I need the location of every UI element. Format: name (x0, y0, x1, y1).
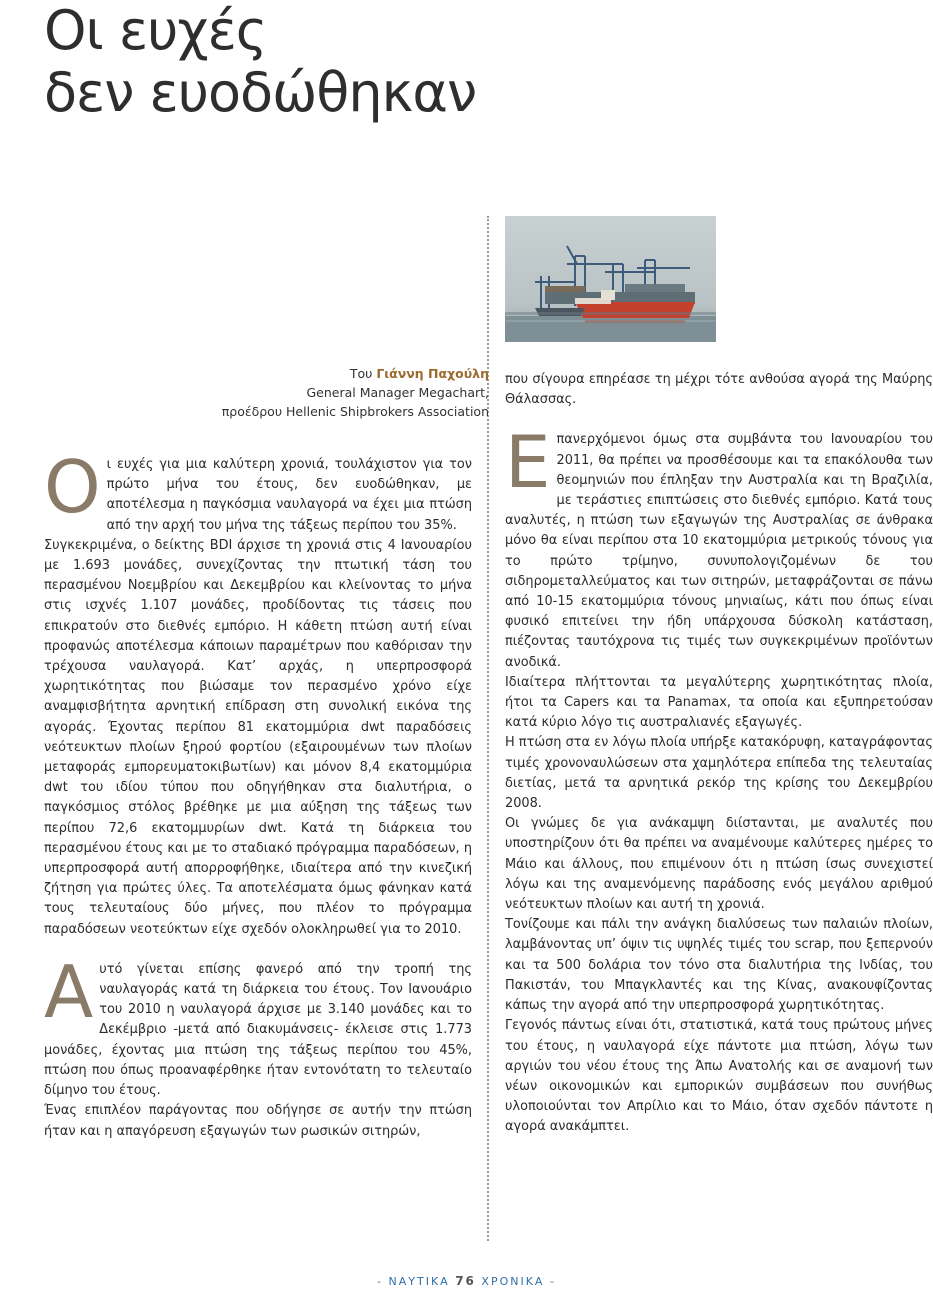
paragraph-text: ι ευχές για μια καλύτερη χρονιά, τουλάχιστον για τον πρώτο μήνα του έτους, δεν ευοδώθηκαν, με αποτέλεσμα η παγκόσμια ναυλαγορά να έχει μια πτώση από την αρχή του μήνα της τάξεως περίπου του 35%. (106, 457, 472, 533)
paragraph-text: υτό γίνεται επίσης φανερό από την τροπή της ναυλαγοράς κατά τη διάρκεια του έτους. Τον Ιανουάριο του 2010 η ναυλαγορά άρχισε με 3.140 μονάδες και το Δεκέμβριο -μετά από διακυμάνσεις- έκλεισε στις 1.773 μονάδες, έχοντας μια πτώση της τάξεως περίπου του 45%, πτώση που όπως προαναφέρθηκε ήταν εντονότατη το τελευταίο δίμηνο του έτους. (44, 961, 472, 1099)
paragraph (44, 445, 472, 536)
paragraph: Γεγονός πάντως είναι ότι, στατιστικά, κατά τους πρώτους μήνες του έτους, η ναυλαγορά είχε πάντοτε μια πτώση, λόγω των αργιών του νέου έτους της Άπω Ανατολής και σε αναμονή των νέων οικονομικών και εμπορικών συμβάσεων που συνήθως υλοποιούνται τον Απρίλιο και το Μάιο, όταν σχεδόν πάντοτε η αγορά ανακάμπτει. (505, 1018, 933, 1135)
container-port-cranes-photo (505, 216, 716, 342)
title-line-1: Οι ευχές (44, 0, 267, 62)
paragraph: Η πτώση στα εν λόγω πλοία υπήρξε κατακόρυφη, καταγράφοντας τιμές χρονοναυλώσεων στα χαμηλότερα επίπεδα της τελευταίας διετίας, μετά τα αρνητικά ρεκόρ της κρίσης του Δεκεμβρίου 2008. (505, 735, 933, 812)
paragraph (44, 949, 472, 1101)
paragraph: Τονίζουμε και πάλι την ανάγκη διαλύσεως των παλαιών πλοίων, λαμβάνοντας υπ’ όψιν τις υψηλές τιμές του scrap, που ξεπερνούν και τα 500 δολάρια τον τόνο στα διαλυτήρια της Ινδίας, του Πακιστάν, του Μπαγκλαντές και της Κίνας, ανακουφίζοντας κάπως την αγορά από την υπερπροσφορά χωρητικότητας. (505, 917, 933, 1014)
page-footer (0, 1274, 933, 1288)
drop-cap: Ε (505, 420, 551, 505)
paragraph: Ιδιαίτερα πλήττονται τα μεγαλύτερης χωρητικότητας πλοία, ήτοι τα Capers και τα Panamax, τα οποία και εξυπηρετούσαν κατά κύριο λόγο τις αυστραλιανές εξαγωγές. (505, 674, 933, 731)
byline-author: Γιάννη Παχούλη (376, 366, 489, 381)
paragraph: Ένας επιπλέον παράγοντας που οδήγησε σε αυτήν την πτώση ήταν και η απαγόρευση εξαγωγών των ρωσικών σιτηρών, (44, 1103, 472, 1139)
right-column (505, 370, 933, 1138)
left-column (44, 445, 472, 1142)
byline (190, 364, 489, 421)
paragraph: που σίγουρα επηρέασε τη μέχρι τότε ανθούσα αγορά της Μαύρης Θάλασσας. (505, 372, 933, 408)
byline-prefix: Του (349, 366, 373, 381)
footer-right: ΧΡΟΝΙΚΑ - (481, 1275, 556, 1288)
paragraph-text: πανερχόμενοι όμως στα συμβάντα του Ιανουαρίου του 2011, θα πρέπει να προσθέσουμε και τα επακόλουθα των θεομηνιών που έπληξαν την Αυστραλία και τη Βραζιλία, με τεράστιες επιπτώσεις στο διεθνές εμπόριο. Κατά τους αναλυτές, η πτώση των εξαγωγών της Αυστραλίας σε άνθρακα μόνο θα είναι περίπου στα 10 εκατομμύρια μετρικούς τόνους για το πρώτο τρίμηνο, συνυπολογιζομένων δε του σιδηρομεταλλεύματος και των σιτηρών, μεταφράζονται σε πάνω από 10-15 εκατομμύρια τόνους μηνιαίως, κάτι που όπως είναι φυσικό επιτείνει την ήδη υπάρχουσα δύσκολη κατάσταση, πιέζοντας ταυτόχρονα τις τιμές των συγκεκριμένων προϊόντων ανοδικά. (505, 432, 933, 670)
footer-left: - ΝΑΥΤΙΚΑ (377, 1275, 450, 1288)
article-title (44, 0, 476, 124)
page-number: 76 (455, 1274, 476, 1288)
drop-cap: Ο (44, 445, 101, 529)
byline-role-1: General Manager Megachart, (306, 385, 489, 400)
paragraph: Οι γνώμες δε για ανάκαμψη διίστανται, με αναλυτές που υποστηρίζουν ότι θα πρέπει να αναμένουμε καλύτερες ημέρες το Μάιο και άλλους, που επιμένουν ότι η πτώση ίσως συνεχιστεί λόγω και της αναμενόμενης παράδοσης ενός μεγάλου αριθμού νεότευκτων πλοίων και αυτή τη χρονιά. (505, 816, 933, 913)
paragraph (505, 420, 933, 672)
drop-cap: Α (44, 949, 94, 1034)
title-line-2: δεν ευοδώθηκαν (44, 61, 477, 124)
byline-role-2: προέδρου Hellenic Shipbrokers Association (221, 404, 489, 419)
paragraph: Συγκεκριμένα, ο δείκτης BDI άρχισε τη χρονιά στις 4 Ιανουαρίου με 1.693 μονάδες, συνεχίζοντας την πτωτική τάση του περασμένου Νοεμβρίου και Δεκεμβρίου και κλείνοντας το μήνα στις ισχνές 1.107 μονάδες, προδίδοντας τις τάσεις που επικρατούν στο διεθνές εμπόριο. Η κάθετη πτώση αυτή είναι προφανώς αποτέλεσμα κάποιων παραμέτρων που καθόρισαν την τρέχουσα ναυλαγορά. Κατ’ αρχάς, η υπερπροσφορά χωρητικότητας που βιώσαμε τον περασμένο χρόνο είχε αναμφισβήτητα αρνητική επίδραση στη συνολική εικόνα της αγοράς. Έχοντας περίπου 81 εκατομμύρια dwt παραδόσεις νεότευκτων πλοίων ξηρού φορτίου (εξαιρουμένων των πλοίων μεταφοράς εμπορευματοκιβωτίων) και μόνον 8,4 εκατομμύρια dwt του ιδίου τύπου που οδηγήθηκαν στα διαλυτήρια, ο παγκόσμιος στόλος βρέθηκε με μια αύξηση της τάξεως των περίπου 72,6 εκατομμυρίων dwt. Κατά τη διάρκεια του περασμένου έτους και με το σταδιακό πρόγραμμα παραδόσεων, η υπερπροσφορά αυτή απορροφήθηκε, ιδιαίτερα από την κινεζική ζήτηση για πρώτες ύλες. Τα αποτελέσματα όμως φάνηκαν κατά τους τελευταίους δύο μήνες, που πλέον το πρόγραμμα παραδόσεων νεοτεύκτων είχε σχεδόν ολοκληρωθεί για το 2010. (44, 537, 472, 937)
